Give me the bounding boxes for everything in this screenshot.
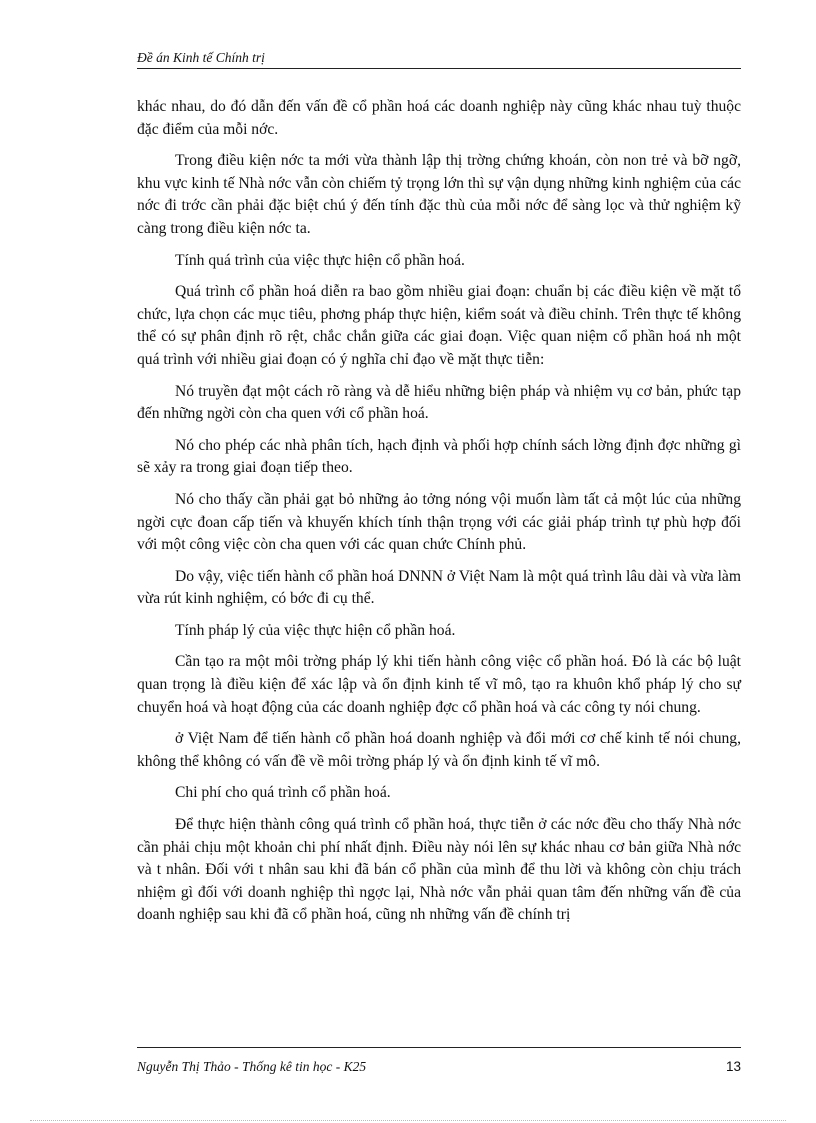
paragraph: Để thực hiện thành công quá trình cổ phần hoá, thực tiễn ở các nớc đều cho thấy Nhà nớc cần phải chịu một khoản chi phí nhất định. Điều này nói lên sự khác nhau cơ bản giữa Nhà nớc và t nhân. Đối với t nhân sau khi đã bán cổ phần của mình để thu lời và không còn chịu trách nhiệm gì đối với doanh nghiệp thì ngợc lại, Nhà nớc vẫn phải quan tâm đến những vấn đề của doanh nghiệp sau khi đã cổ phần hoá, cũng nh những vấn đề chính trị	[137, 816, 741, 924]
paragraph: Quá trình cổ phần hoá diễn ra bao gồm nhiều giai đoạn: chuẩn bị các điều kiện về mặt tổ chức, lựa chọn các mục tiêu, phơng pháp thực hiện, kiểm soát và điều chỉnh. Trên thực tế không thể có sự phân định rõ rệt, chắc chắn giữa các giai đoạn. Việc quan niệm cổ phần hoá nh một quá trình với nhiều giai đoạn có ý nghĩa chỉ đạo về mặt thực tiễn:	[137, 283, 741, 368]
paragraph: Trong điều kiện nớc ta mới vừa thành lập thị trờng chứng khoán, còn non trẻ và bỡ ngỡ, khu vực kinh tế Nhà nớc vẫn còn chiếm tỷ trọng lớn thì sự vận dụng những kinh nghiệm của các nớc đi trớc cần phải đặc biệt chú ý đến tính đặc thù của mỗi nớc để sàng lọc và thử nghiệm kỹ càng trong điều kiện nớc ta.	[137, 152, 741, 237]
paragraph: Nó cho phép các nhà phân tích, hạch định và phối hợp chính sách lờng định đợc những gì sẽ xảy ra trong giai đoạn tiếp theo.	[137, 436, 741, 477]
paragraph: Tính pháp lý của việc thực hiện cổ phần hoá.	[175, 621, 456, 639]
paragraph: ở Việt Nam để tiến hành cổ phần hoá doanh nghiệp và đổi mới cơ chế kinh tế nói chung, không thể không có vấn đề về môi trờng pháp lý và ổn định kinh tế vĩ mô.	[137, 730, 741, 770]
paragraph: Nó cho thấy cần phải gạt bỏ những ảo tởng nóng vội muốn làm tất cả một lúc của những ngời cực đoan cấp tiến và khuyến khích tính thận trọng với các giải pháp trình tự phù hợp đối với một công việc còn cha quen với các quan chức Chính phủ.	[137, 490, 741, 554]
paragraph: Do vậy, việc tiến hành cổ phần hoá DNNN ở Việt Nam là một quá trình lâu dài và vừa làm vừa rút kinh nghiệm, có bớc đi cụ thể.	[137, 567, 741, 608]
page-body	[137, 96, 741, 936]
page-bottom-divider	[30, 1120, 786, 1121]
paragraph: Nó truyền đạt một cách rõ ràng và dễ hiểu những biện pháp và nhiệm vụ cơ bản, phức tạp đến những ngời còn cha quen với cổ phần hoá.	[137, 382, 741, 423]
header-title: Đề án Kinh tế Chính trị	[137, 50, 265, 65]
paragraph: Chi phí cho quá trình cổ phần hoá.	[175, 784, 391, 802]
page-number: 13	[725, 1059, 741, 1074]
paragraph: khác nhau, do đó dẫn đến vấn đề cổ phần hoá các doanh nghiệp này cũng khác nhau tuỳ thuộc đặc điểm của mỗi nớc.	[137, 98, 741, 138]
paragraph: Tính quá trình của việc thực hiện cổ phần hoá.	[175, 251, 465, 269]
footer-author: Nguyễn Thị Thảo - Thống kê tin học - K25	[137, 1059, 367, 1074]
footer-rule	[137, 1047, 741, 1048]
paragraph: Cần tạo ra một môi trờng pháp lý khi tiến hành công việc cổ phần hoá. Đó là các bộ luật quan trọng là điều kiện để xác lập và ổn định kinh tế vĩ mô, tạo ra khuôn khổ pháp lý cho sự chuyển hoá và hoạt động của các doanh nghiệp đợc cổ phần hoá và các công ty nói chung.	[137, 653, 741, 716]
page-header	[137, 48, 741, 69]
